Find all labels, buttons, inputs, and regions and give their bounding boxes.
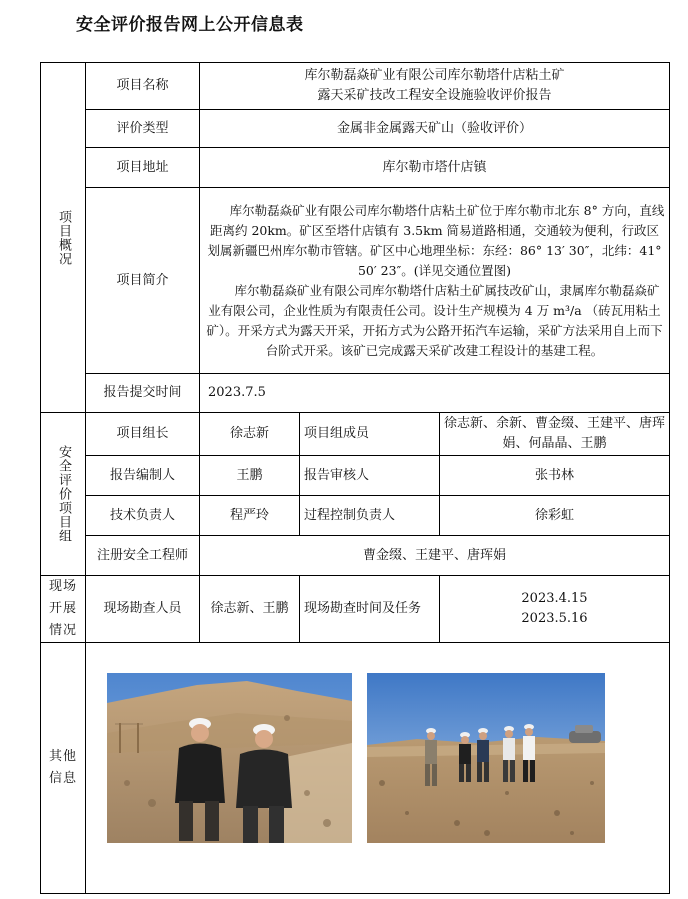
process-label: 过程控制负责人	[300, 496, 440, 536]
project-name-line2: 露天采矿技改工程安全设施验收评价报告	[317, 88, 552, 103]
reviewer-value: 张书林	[440, 456, 670, 496]
time-2: 2023.5.16	[521, 611, 588, 626]
section-overview: 项目概况	[41, 63, 86, 413]
address-label: 项目地址	[86, 148, 200, 188]
info-table	[40, 62, 670, 894]
engineer-value: 曹金缀、王建平、唐珲娟	[200, 536, 670, 576]
photos-cell	[86, 643, 670, 894]
section-onsite-line2: 开展	[48, 601, 77, 616]
engineer-label: 注册安全工程师	[86, 536, 200, 576]
section-onsite-line3: 情况	[48, 623, 77, 638]
section-other-line2: 信息	[48, 771, 77, 786]
site-photo-2-image	[367, 673, 605, 843]
intro-paragraph-1: 库尔勒磊焱矿业有限公司库尔勒塔什店粘土矿位于库尔勒市北东 8° 方向，直线距离约 20km。矿区至塔什店镇有 3.5km 简易道路相通，交通较为便利，行政区划属新疆巴州库尔勒市管辖。矿区中心地理坐标：东经：86° 13′ 30″，北纬：41° 50′ 23″。(详见交通位置图)	[207, 202, 665, 278]
inspector-value: 徐志新、王鹏	[200, 576, 300, 643]
site-photo-1	[107, 673, 352, 843]
address-value: 库尔勒市塔什店镇	[200, 148, 670, 188]
section-other-line1: 其他	[48, 749, 77, 764]
time-label: 现场勘查时间及任务	[300, 576, 440, 643]
type-label: 评价类型	[86, 110, 200, 148]
submit-label: 报告提交时间	[86, 374, 200, 413]
time-value	[440, 576, 670, 643]
page-title: 安全评价报告网上公开信息表	[76, 15, 304, 35]
photo-row	[90, 643, 665, 893]
project-name-value	[200, 63, 670, 110]
leader-label: 项目组长	[86, 413, 200, 456]
intro-paragraph-2: 库尔勒磊焱矿业有限公司库尔勒塔什店粘土矿属技改矿山，隶属库尔勒磊焱矿业有限公司，企业性质为有限责任公司。设计生产规模为 4 万 m³/a （砖瓦用粘土矿）。开采方式为露天开采，开拓方式为公路开拓汽车运输，采矿方法采用自上而下台阶式开采。该矿已完成露天采矿改建工程设计的基建工程。	[206, 282, 663, 358]
section-onsite	[41, 576, 86, 643]
project-name-label: 项目名称	[86, 63, 200, 110]
section-onsite-line1: 现场	[48, 579, 77, 594]
project-name-line1: 库尔勒磊焱矿业有限公司库尔勒塔什店粘土矿	[304, 68, 565, 83]
time-1: 2023.4.15	[521, 591, 588, 606]
section-team: 安全评价项目组	[41, 413, 86, 576]
author-label: 报告编制人	[86, 456, 200, 496]
reviewer-label: 报告审核人	[300, 456, 440, 496]
members-value: 徐志新、余新、曹金缀、王建平、唐珲娟、何晶晶、王鹏	[440, 413, 670, 456]
section-other	[41, 643, 86, 894]
leader-value: 徐志新	[200, 413, 300, 456]
intro-label: 项目简介	[86, 188, 200, 374]
site-photo-2	[367, 673, 605, 843]
type-value: 金属非金属露天矿山（验收评价）	[200, 110, 670, 148]
submit-value: 2023.7.5	[200, 374, 670, 413]
author-value: 王鹏	[200, 456, 300, 496]
inspector-label: 现场勘查人员	[86, 576, 200, 643]
tech-label: 技术负责人	[86, 496, 200, 536]
tech-value: 程严玲	[200, 496, 300, 536]
site-photo-1-image	[107, 673, 352, 843]
process-value: 徐彩虹	[440, 496, 670, 536]
intro-value	[200, 188, 670, 374]
members-label: 项目组成员	[300, 413, 440, 456]
